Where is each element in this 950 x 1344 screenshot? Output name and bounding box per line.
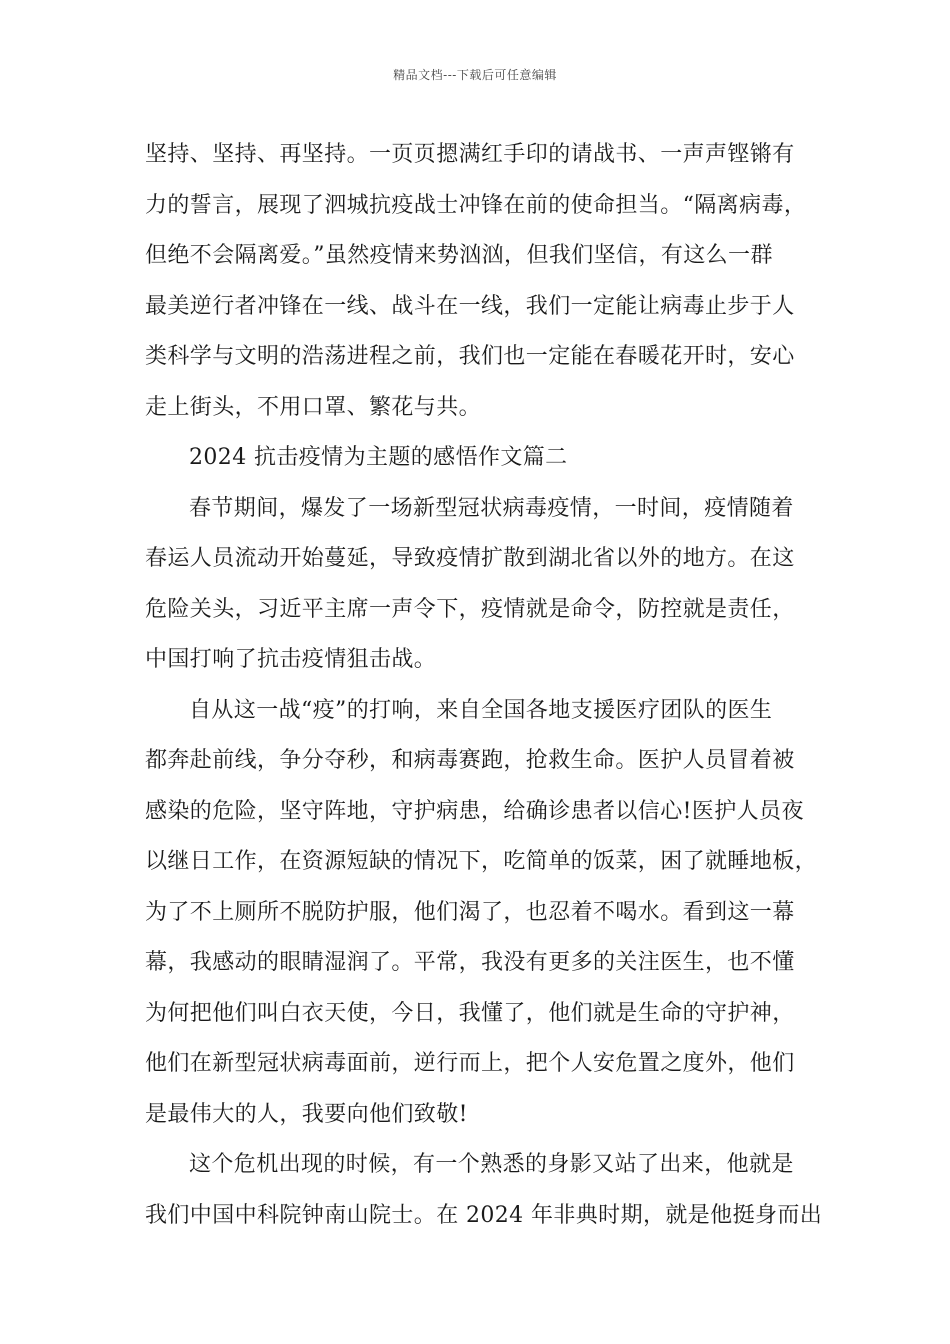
text-line: 中国打响了抗击疫情狙击战。 xyxy=(145,647,437,672)
text-line: 类科学与文明的浩荡进程之前，我们也一定能在春暖花开时，安心 xyxy=(145,344,795,369)
text-line: 力的誓言，展现了泗城抗疫战士冲锋在前的使命担当。“隔离病毒， xyxy=(145,192,807,218)
text-line: 2024 抗击疫情为主题的感悟作文篇二 xyxy=(189,445,568,470)
text-line: 都奔赴前线，争分夺秒，和病毒赛跑，抢救生命。医护人员冒着被 xyxy=(145,748,795,773)
text-line: 他们在新型冠状病毒面前，逆行而上，把个人安危置之度外，他们 xyxy=(145,1051,795,1076)
text-line: 幕，我感动的眼睛湿润了。平常，我没有更多的关注医生，也不懂 xyxy=(145,950,795,975)
text-line: 为何把他们叫白衣天使，今日，我懂了，他们就是生命的守护神， xyxy=(145,1000,795,1026)
text-line: 这个危机出现的时候，有一个熟悉的身影又站了出来，他就是 xyxy=(189,1152,794,1177)
text-line: 为了不上厕所不脱防护服，他们渴了，也忍着不喝水。看到这一幕 xyxy=(145,899,795,925)
page-header: 精品文档---下载后可任意编辑 xyxy=(393,68,557,82)
text-line: 但绝不会隔离爱。”虽然疫情来势汹汹，但我们坚信，有这么一群 xyxy=(145,243,773,268)
text-line: 感染的危险，坚守阵地，守护病患，给确诊患者以信心!医护人员夜 xyxy=(145,798,804,824)
text-line: 我们中国中科院钟南山院士。在 2024 年非典时期，就是他挺身而出 xyxy=(145,1202,823,1228)
text-line: 以继日工作，在资源短缺的情况下，吃简单的饭菜，困了就睡地板， xyxy=(145,849,818,874)
text-line: 是最伟大的人，我要向他们致敬! xyxy=(145,1101,468,1127)
text-line: 春节期间，爆发了一场新型冠状病毒疫情，一时间，疫情随着 xyxy=(189,495,794,521)
text-line: 坚持、坚持、再坚持。一页页摁满红手印的请战书、一声声铿锵有 xyxy=(145,142,795,167)
text-line: 最美逆行者冲锋在一线、战斗在一线，我们一定能让病毒止步于人 xyxy=(145,293,795,319)
text-line: 自从这一战“疫”的打响，来自全国各地支援医疗团队的医生 xyxy=(189,697,773,723)
document-body xyxy=(145,130,823,1241)
text-line: 春运人员流动开始蔓延，导致疫情扩散到湖北省以外的地方。在这 xyxy=(145,546,795,571)
text-line: 走上街头，不用口罩、繁花与共。 xyxy=(145,394,482,420)
text-line: 危险关头，习近平主席一声令下，疫情就是命令，防控就是责任， xyxy=(145,596,795,622)
